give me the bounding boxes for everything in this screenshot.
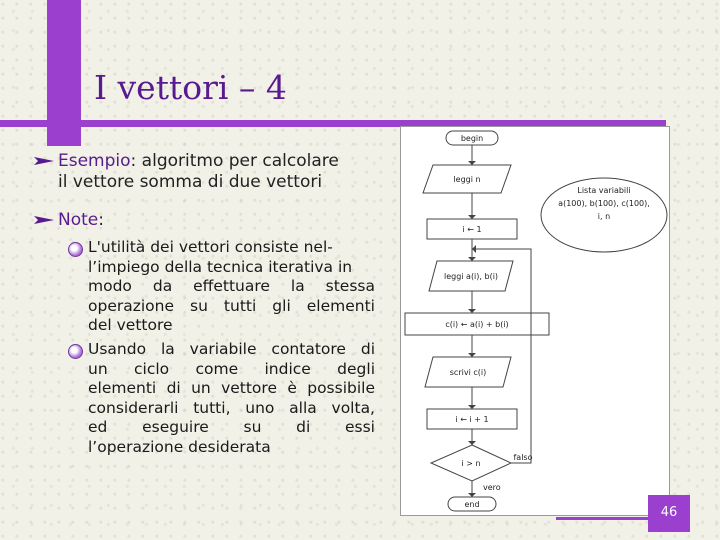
note-line: L'utilità dei vettori consiste nel- (88, 238, 333, 256)
flow-decision-label: i > n (461, 459, 481, 468)
bullet-note-label: Note (58, 210, 99, 230)
arrow-bullet-icon (34, 155, 54, 167)
note-line: modo da effettuare la stessa (88, 277, 375, 295)
note-line: l’operazione desiderata (88, 437, 271, 456)
arrow-bullet-icon (34, 214, 54, 226)
flow-increment-label: i ← i + 1 (455, 415, 489, 424)
page-number: 46 (660, 505, 678, 520)
bullet-esempio-text-line2: il vettore somma di due vettori (58, 172, 323, 192)
flow-read-ab-label: leggi a(i), b(i) (443, 272, 499, 281)
slide-title: I vettori – 4 (94, 68, 287, 107)
note-line: operazione su tutti gli elementi (88, 296, 375, 315)
flow-variables-title: Lista variabili (577, 186, 631, 195)
bullet-esempio-text: : algoritmo per calcolare (130, 151, 339, 171)
flow-variables-line2: i, n (597, 212, 611, 221)
note-line: considerarli tutti, uno alla volta, (88, 398, 375, 417)
flowchart (401, 127, 669, 515)
bullet-note (58, 210, 104, 231)
flow-write-c-label: scrivi c(i) (449, 368, 487, 377)
bullet-esempio (58, 151, 339, 193)
flow-begin-label: begin (460, 134, 484, 143)
bullet-esempio-label: Esempio (58, 151, 131, 171)
footer-line (556, 517, 648, 520)
flow-false-loop (472, 249, 531, 463)
note-line: del vettore (88, 316, 173, 334)
note-line: l’impiego della tecnica iterativa in (88, 257, 353, 276)
note-line: Usando la variabile contatore di (88, 340, 375, 358)
sub-bullet-icon (68, 242, 83, 257)
sub-bullet-icon (68, 344, 83, 359)
note-line: un ciclo come indice degli (88, 359, 375, 378)
flow-assign-i-label: i ← 1 (462, 225, 482, 234)
flow-false-label: falso (513, 453, 533, 462)
flow-variables-line1: a(100), b(100), c(100), (558, 199, 650, 208)
flow-true-label: vero (483, 483, 501, 492)
flowchart-panel (400, 126, 670, 516)
note-line: elementi di un vettore è possibile (88, 379, 375, 397)
bullet-note-colon: : (98, 210, 104, 230)
flow-end-label: end (464, 500, 480, 509)
note-line: ed eseguire su di essi (88, 418, 375, 436)
flow-compute-label: c(i) ← a(i) + b(i) (445, 320, 509, 329)
flow-read-n-label: leggi n (453, 175, 481, 184)
